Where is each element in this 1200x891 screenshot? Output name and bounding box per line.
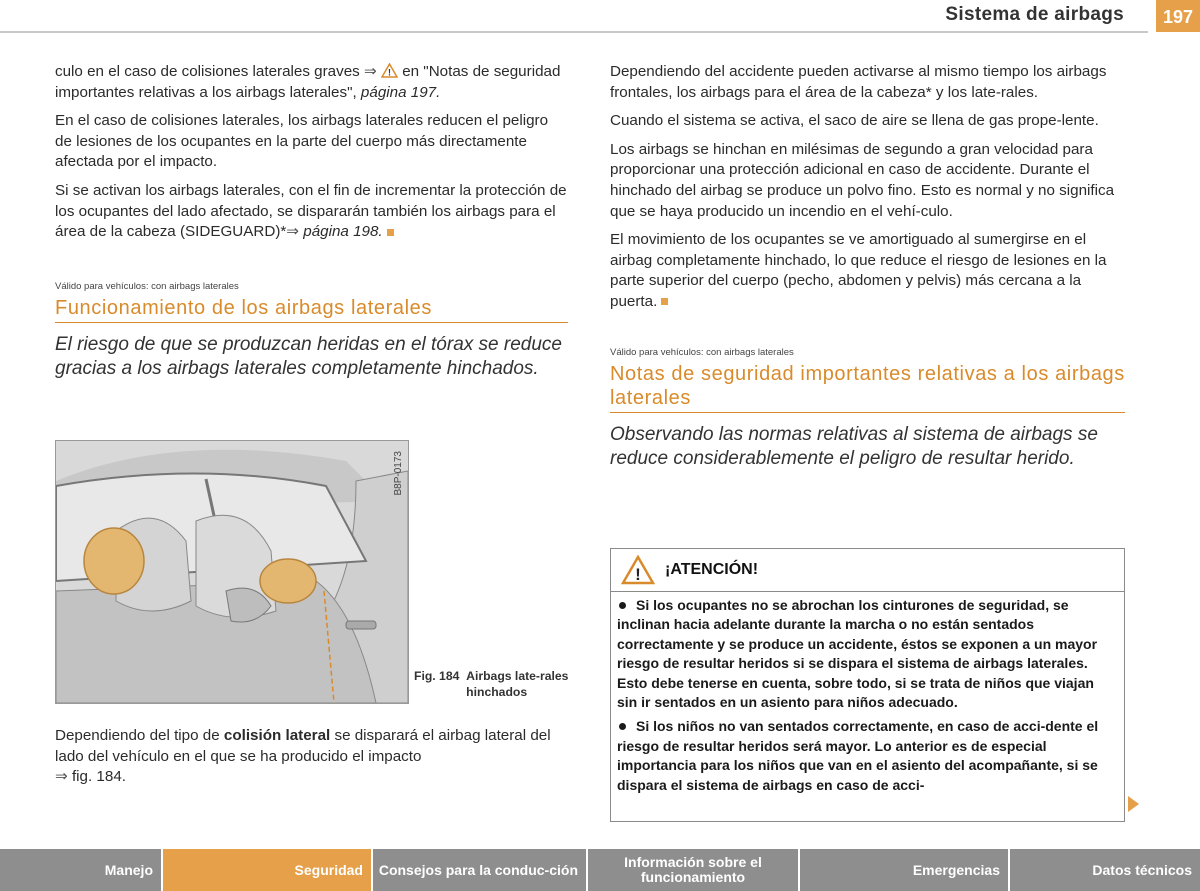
paragraph: Los airbags se hinchan en milésimas de segundo a gran velocidad para proporcionar una protección adicional en caso de accidente. Durante el hinchado del airbag se produce un polvo fino. Esto es normal y no significa que se haya producido un incendio en el vehí-culo.: [610, 140, 1115, 220]
warning-item: [617, 717, 1118, 795]
text: El movimiento de los ocupantes se ve amortiguado al sumergirse en el airbag completamente hinchado, lo que reduce el riesgo de lesiones en la parte superior del cuerpo (pecho, abdomen y pelvis) más cercana a la puerta.: [610, 231, 1107, 310]
warning-title: ¡ATENCIÓN!: [665, 561, 759, 578]
lead-text: Observando las normas relativas al sistema de airbags se reduce considerablemente el peligro de resultar herido.: [610, 423, 1098, 470]
text: se disparará el airbag lateral del lado del vehículo en el que se ha producido el impacto: [55, 727, 551, 765]
validity-note: Válido para vehículos: con airbags laterales: [610, 346, 794, 358]
header-rule: [0, 31, 1148, 33]
warning-text: Si los niños no van sentados correctamente, en caso de acci-dente el riesgo de resultar heridos será mayor. Lo anterior es de especial importancia para los niños que van en el asiento del acompañante, si se dispara el sistema de airbags en caso de acci-: [617, 718, 1099, 793]
page-number: 197: [1156, 0, 1200, 32]
paragraph: [55, 726, 568, 788]
continue-arrow-icon: [1128, 796, 1139, 812]
paragraph: Dependiendo del accidente pueden activarse al mismo tiempo los airbags frontales, los airbags para el área de la cabeza* y los late-rales.: [610, 63, 1107, 101]
text: Si se activan los airbags laterales, con el fin de incrementar la protección de los ocupantes del lado afectado, se dispararán también los airbags para el área de la cabeza (SIDEGUARD)*: [55, 181, 567, 241]
airbag-figure: [55, 440, 409, 704]
text: culo en el caso de colisiones laterales graves: [55, 63, 364, 80]
warning-item: [617, 596, 1118, 712]
arrow-icon: ⇒: [55, 768, 68, 786]
left-column: [55, 62, 568, 382]
tab-seguridad[interactable]: Seguridad: [163, 849, 373, 891]
page-reference-link[interactable]: página 197.: [360, 83, 441, 101]
arrow-icon: ⇒: [286, 223, 300, 241]
paragraph: [55, 62, 568, 103]
chapter-title: Sistema de airbags: [945, 4, 1124, 25]
validity-note: Válido para vehículos: con airbags laterales: [55, 280, 239, 292]
right-column: [610, 62, 1125, 472]
svg-text:!: !: [387, 67, 391, 78]
bullet-icon: [619, 723, 626, 730]
section-title: Notas de seguridad importantes relativas a los airbags laterales: [610, 362, 1125, 413]
page-reference-link[interactable]: página 198.: [299, 223, 383, 241]
caption-text: Airbags late-rales hinchados: [466, 669, 569, 699]
paragraph: [55, 181, 568, 243]
lead-text: El riesgo de que se produzcan heridas en el tórax se reduce gracias a los airbags laterales completamente hinchados.: [55, 333, 562, 380]
warning-body: [611, 592, 1124, 795]
text: Dependiendo del tipo de: [55, 727, 224, 744]
tab-manejo[interactable]: Manejo: [0, 849, 163, 891]
tab-datos-tecnicos[interactable]: Datos técnicos: [1010, 849, 1200, 891]
warning-triangle-icon: [621, 555, 655, 585]
arrow-icon: ⇒: [364, 63, 377, 80]
text: en "Notas de seguridad importantes relativas a los airbags laterales",: [55, 63, 561, 101]
svg-text:!: !: [635, 565, 641, 584]
section-title: Funcionamiento de los airbags laterales: [55, 296, 568, 323]
warning-text: Si los ocupantes no se abrochan los cinturones de seguridad, se inclinan hacia adelante durante la marcha o no están sentados correctamente y se produce un accidente, éstos se exponen a un mayor riesgo de resultar heridos si se dispara el sistema de airbags laterales. Esto debe tenerse en cuenta, sobre todo, si se trata de niños que viajan sin ir sentados en un asiento para niños adecuado.: [617, 597, 1098, 711]
figure-caption: [414, 668, 596, 700]
warning-triangle-icon: [381, 63, 398, 78]
figure-description: [55, 726, 568, 796]
paragraph: [610, 230, 1125, 312]
figure-code: B8P-0173: [393, 451, 404, 496]
bold-term: colisión lateral: [223, 727, 331, 744]
end-marker-icon: [387, 229, 394, 236]
end-marker-icon: [661, 298, 668, 305]
paragraph: En el caso de colisiones laterales, los airbags laterales reducen el peligro de lesiones de los ocupantes en la parte del cuerpo más directamente afectada por el impacto.: [55, 112, 549, 171]
tab-informacion[interactable]: Información sobre el funcionamiento: [588, 849, 800, 891]
figure-reference-link[interactable]: fig. 184.: [67, 768, 126, 786]
warning-box: [610, 548, 1125, 822]
caption-label: Fig. 184: [414, 669, 460, 683]
tab-consejos[interactable]: Consejos para la conduc-ción: [373, 849, 588, 891]
bullet-icon: [619, 602, 626, 609]
tab-emergencias[interactable]: Emergencias: [800, 849, 1010, 891]
car-interior-illustration: [56, 441, 408, 703]
paragraph: Cuando el sistema se activa, el saco de aire se llena de gas prope-lente.: [610, 112, 1099, 130]
warning-header: [611, 549, 1124, 592]
footer-nav: [0, 849, 1200, 891]
